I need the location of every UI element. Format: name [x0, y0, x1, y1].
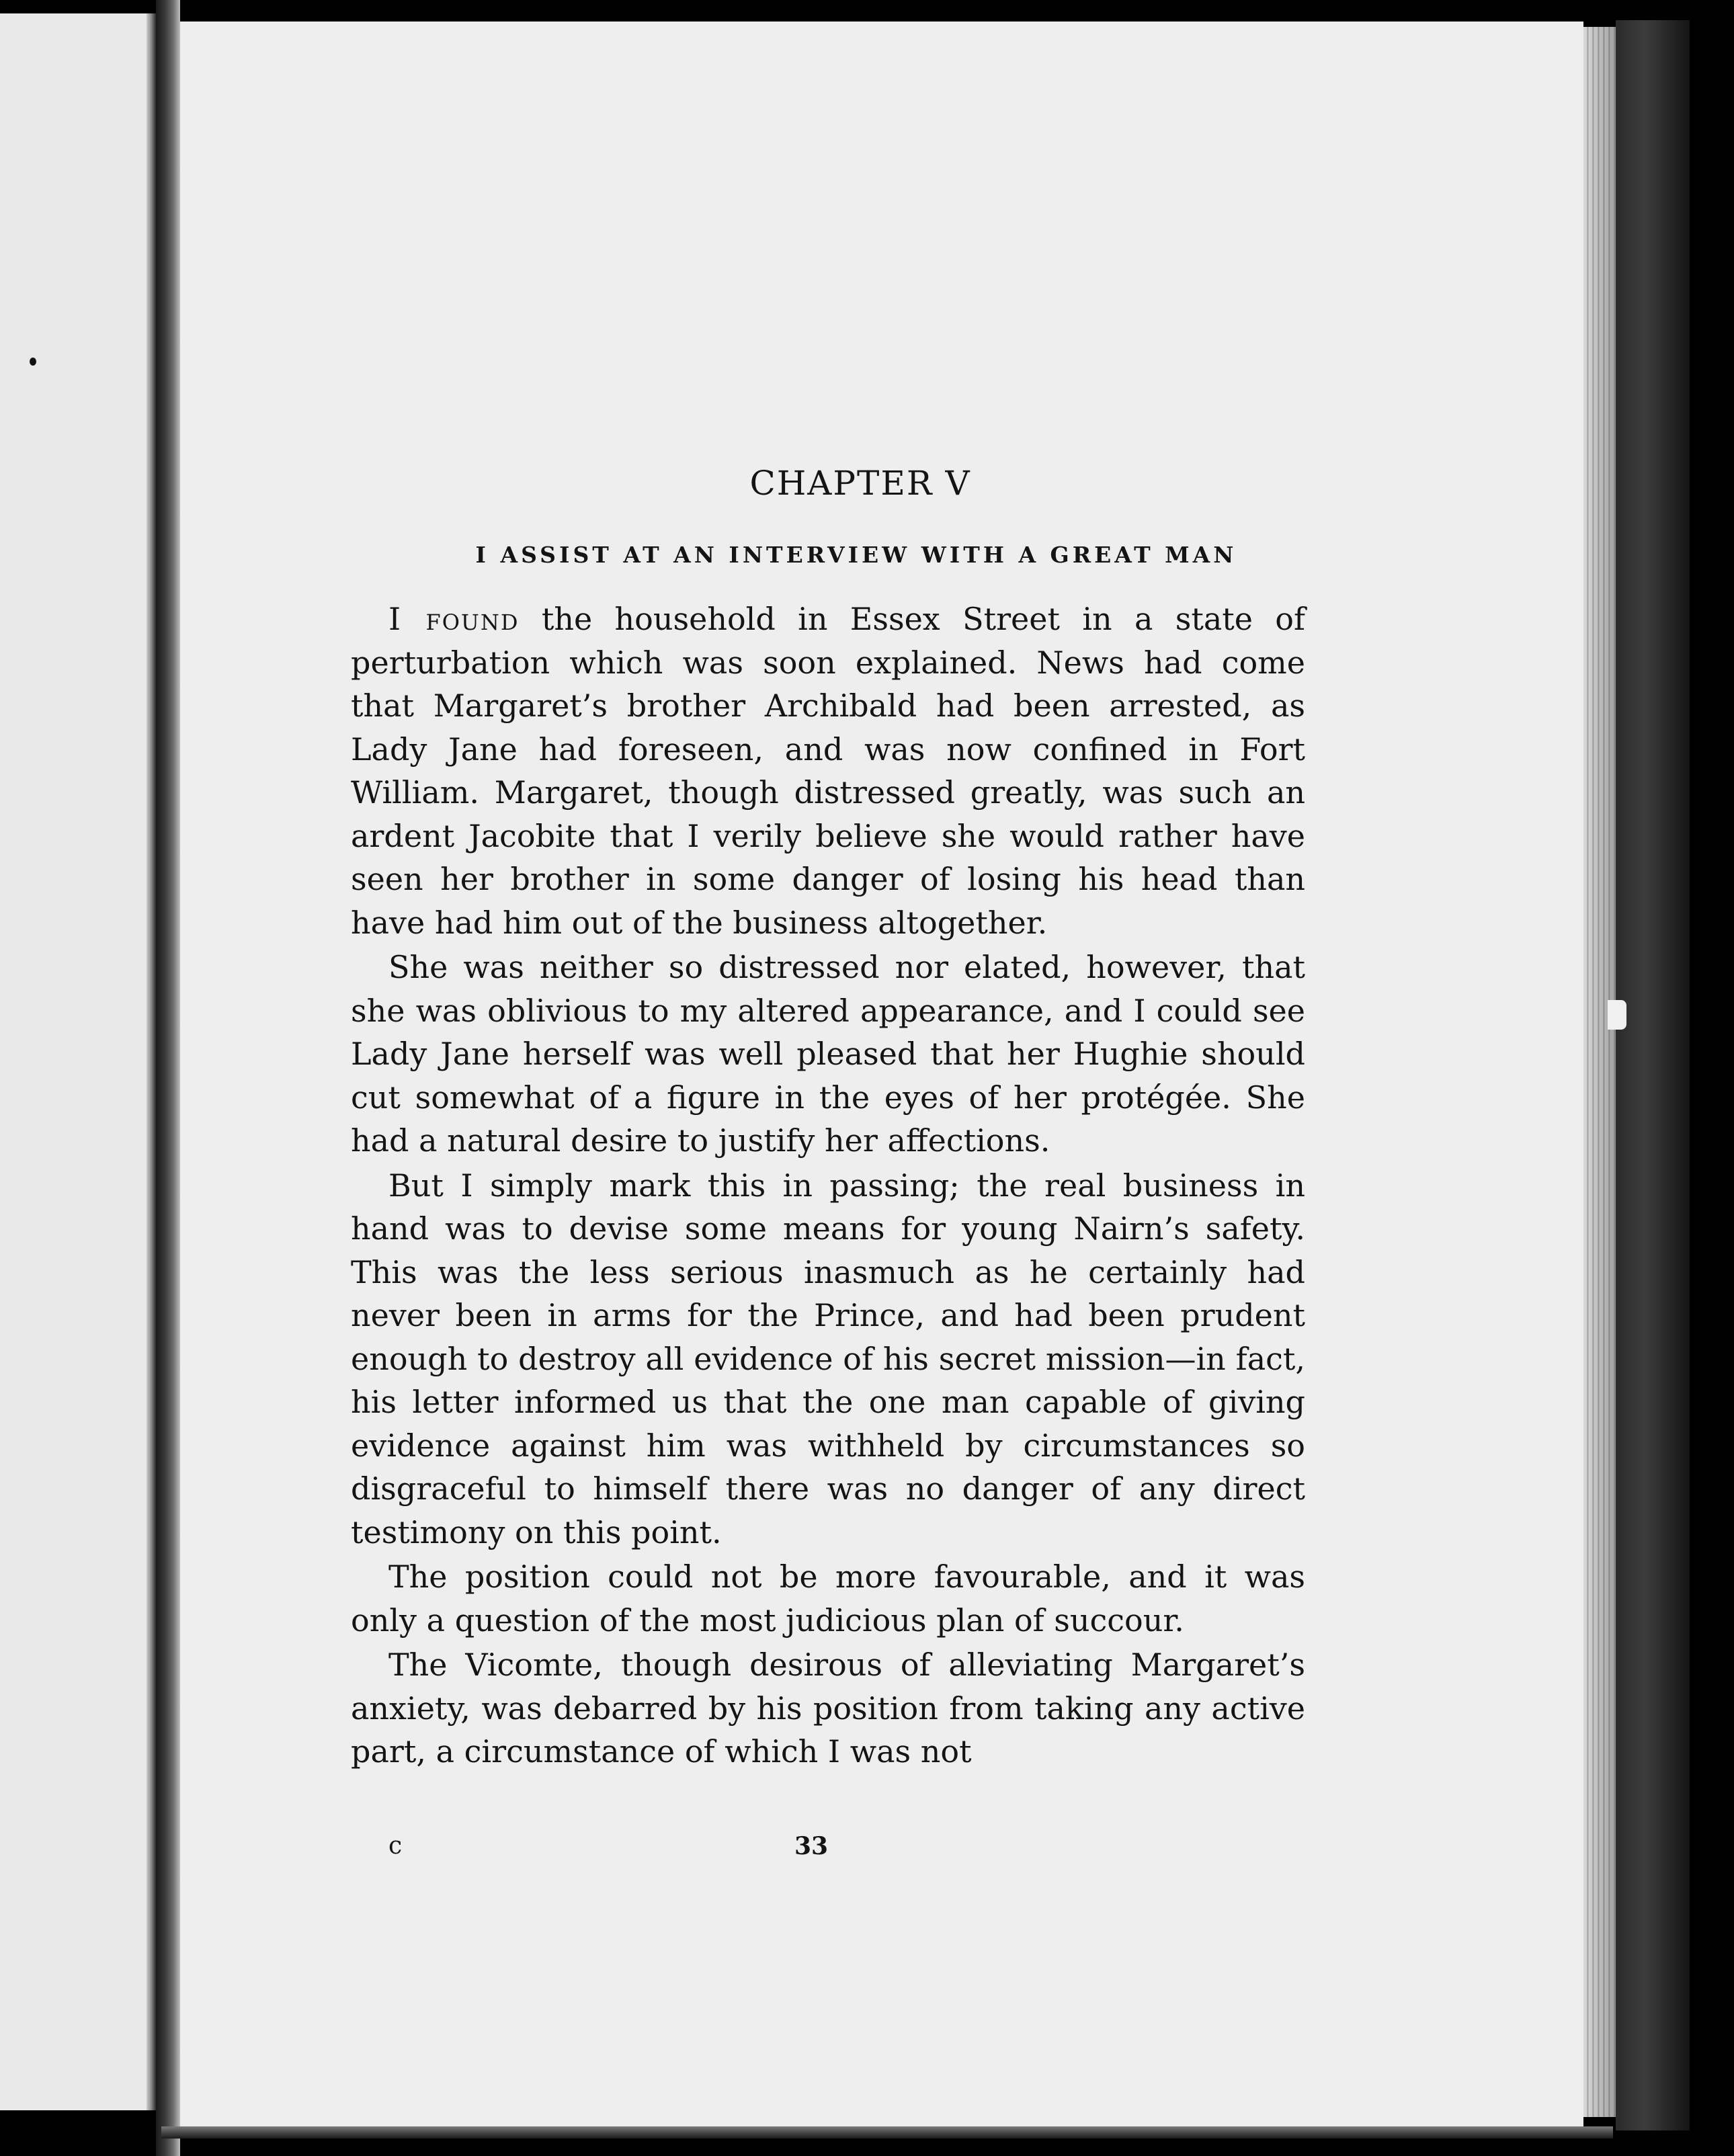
chapter-title: CHAPTER V [749, 464, 971, 503]
paragraph-3: But I simply mark this in passing; the real business in hand was to devise some means for young Nairn’s safety. This was the less serious inasmuch as he certainly had never been in arms for the Prince, and had been prudent enough to destroy all evidence of his secret mission—in fact, his letter informed us that the one man capable of giving evidence against him was withheld by circumstances so disgraceful to himself there was no danger of any direct testimony on this point. [351, 1167, 1305, 1550]
paragraph-2: She was neither so distressed nor elated, however, that she was oblivious to my altered appearance, and I could see Lady Jane herself was well pleased that her Hughie should cut somewhat of a figure in the eyes of her protégée. She had a natural desire to justify her affections. [351, 949, 1305, 1159]
ink-spot [30, 358, 36, 366]
paragraph-1 [351, 597, 1305, 944]
book-cover-edge [1616, 20, 1690, 2130]
paragraph-body: the household in Essex Street in a state of perturbation which was soon explained. News had come that Margaret’s brother Archibald had been arrested, as Lady Jane had foreseen, and was now confined in Fort William. Margaret, though distressed greatly, was such an ardent Jacobite that I verily believe she would rather have seen her brother in some danger of losing his head than have had him out of the business altogether. [351, 601, 1305, 941]
page-edges [1583, 27, 1616, 2117]
page-text-block [351, 464, 1305, 1775]
signature-mark: c [388, 1832, 403, 1860]
page-bottom-edge [161, 2126, 1613, 2139]
chapter-subtitle: I ASSIST AT AN INTERVIEW WITH A GREAT MAN [475, 542, 1237, 568]
cover-nick [1608, 1000, 1626, 1030]
paragraph-lead: I found [388, 601, 520, 637]
facing-page-edge [147, 13, 156, 2110]
paragraph-5: The Vicomte, though desirous of alleviating Margaret’s anxiety, was debarred by his position from taking any active part, a circumstance of which I was not [351, 1647, 1305, 1770]
page-footer [351, 1832, 1305, 1866]
page-number: 33 [794, 1832, 829, 1860]
facing-page [0, 13, 156, 2110]
book-gutter [156, 0, 180, 2156]
paragraph-4: The position could not be more favourable, and it was only a question of the most judicious plan of succour. [351, 1559, 1305, 1639]
